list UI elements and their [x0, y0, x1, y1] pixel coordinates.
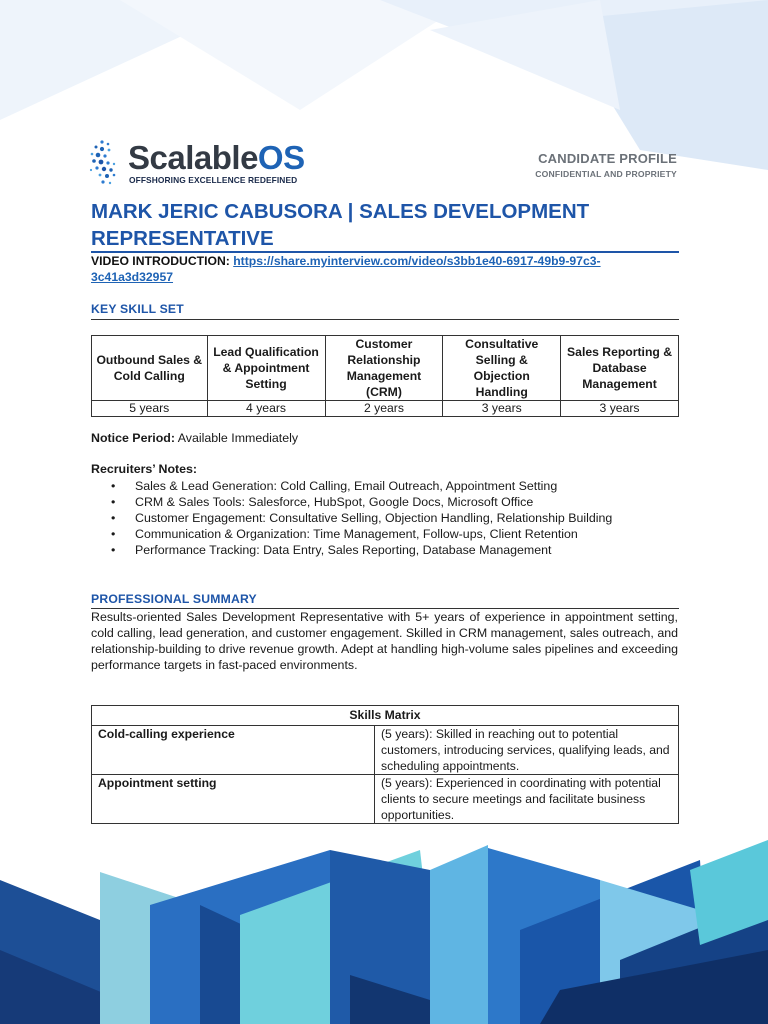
candidate-profile-header [535, 151, 677, 179]
skill-years: 5 years [92, 401, 208, 417]
video-label: VIDEO INTRODUCTION: [91, 254, 230, 268]
skill-years: 3 years [561, 401, 679, 417]
skill-years: 2 years [325, 401, 443, 417]
skill-header: Sales Reporting & Database Management [561, 336, 679, 401]
skill-years: 3 years [443, 401, 561, 417]
summary-heading: PROFESSIONAL SUMMARY [91, 592, 257, 606]
skill-header: Outbound Sales & Cold Calling [92, 336, 208, 401]
notice-label: Notice Period: [91, 431, 175, 445]
brand-tagline: OFFSHORING EXCELLENCE REDEFINED [129, 175, 298, 185]
matrix-skill: Appointment setting [92, 775, 375, 824]
company-logo [88, 138, 328, 190]
notice-value: Available Immediately [177, 431, 299, 445]
video-introduction [91, 253, 678, 285]
brand-name: ScalableOS [128, 139, 305, 176]
key-skills-years-row [92, 401, 679, 417]
notice-period [91, 431, 298, 445]
matrix-header-row [92, 706, 679, 726]
skill-header: Lead Qualification & Appointment Setting [207, 336, 325, 401]
list-item: • Performance Tracking: Data Entry, Sales Reporting, Database Management [107, 542, 679, 558]
matrix-skill: Cold-calling experience [92, 726, 375, 775]
list-item: • CRM & Sales Tools: Salesforce, HubSpot, Google Docs, Microsoft Office [107, 494, 679, 510]
video-link[interactable]: https://share.myinterview.com/video/s3bb1e40-6917-49b9-97c3-3c41a3d32957 [91, 254, 601, 284]
skill-header: Consultative Selling & Objection Handling [443, 336, 561, 401]
skill-years: 4 years [207, 401, 325, 417]
matrix-heading: Skills Matrix [92, 706, 679, 726]
table-row [92, 726, 679, 775]
profile-title: CANDIDATE PROFILE [538, 151, 677, 166]
key-skills-divider [91, 319, 679, 320]
skills-matrix-table [91, 705, 679, 824]
key-skills-header-row [92, 336, 679, 401]
table-row [92, 775, 679, 824]
recruiters-notes-list [107, 478, 679, 558]
matrix-detail: (5 years): Experienced in coordinating with potential clients to secure meetings and facilitate business opportunities. [375, 775, 679, 824]
candidate-name-title: MARK JERIC CABUSORA | SALES DEVELOPMENT REPRESENTATIVE [91, 200, 590, 250]
key-skills-table [91, 335, 679, 417]
logo-dots-icon [88, 138, 124, 188]
key-skills-heading: KEY SKILL SET [91, 302, 184, 316]
list-item: • Sales & Lead Generation: Cold Calling, Email Outreach, Appointment Setting [107, 478, 679, 494]
list-item: • Customer Engagement: Consultative Selling, Objection Handling, Relationship Building [107, 510, 679, 526]
matrix-detail: (5 years): Skilled in reaching out to potential customers, introducing services, qualifying leads, and scheduling appointments. [375, 726, 679, 775]
list-item: • Communication & Organization: Time Management, Follow-ups, Client Retention [107, 526, 679, 542]
summary-text: Results-oriented Sales Development Representative with 5+ years of experience in appointment setting, cold calling, lead generation, and customer engagement. Skilled in CRM management, sales outreach, and relationship-building to drive revenue growth. Adept at handling high-volume sales pipelines and exceeding performance targets in fast-paced environments. [91, 610, 678, 672]
profile-subtitle: CONFIDENTIAL AND PROPRIETY [535, 169, 677, 179]
skill-header: Customer Relationship Management (CRM) [325, 336, 443, 401]
recruiters-notes-heading: Recruiters’ Notes: [91, 462, 198, 476]
